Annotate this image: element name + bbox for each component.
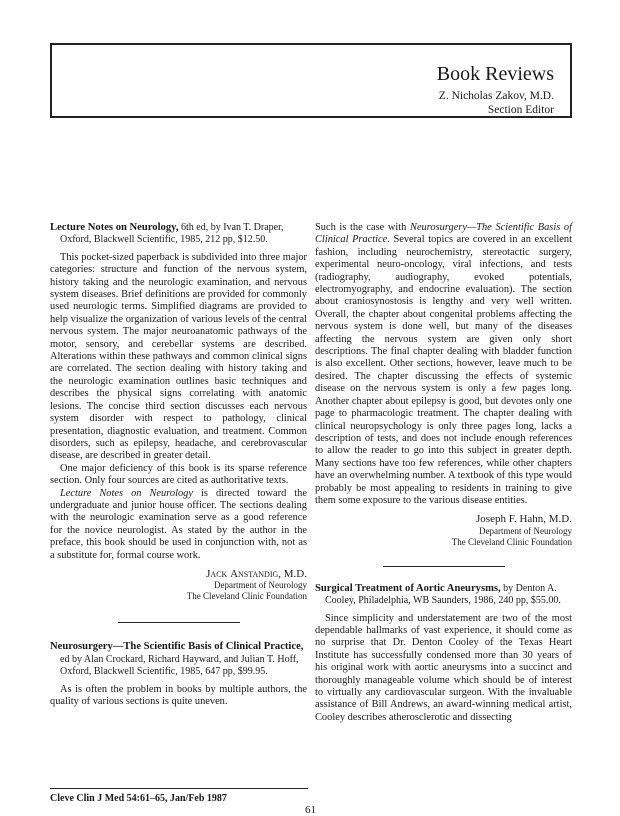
review1-signature [50, 568, 307, 602]
review2-paragraph-1-continued: Such is the case with Neurosurgery—The Scientific Basis of Clinical Practice. Several topics are covered in an excellent fashion, including neurochemistry, stereotactic surgery, experimental neuro-oncology, viral infections, and tests (radiography, audiography, evoked potentials, electromyography, and endocrine evaluation). The section about craniosynostosis is lengthy and very well written. Overall, the chapter about congenital problems affecting the nervous system is done well, but many of the diseases affecting the nervous system are given only short descriptions. The final chapter dealing with bladder function is also excellent. Other sections, however, leave much to be desired. The chapter discussing the effects of systemic disease on the nervous system is only a few pages long. Another chapter about epilepsy is good, but devotes only one page to pharmacologic treatment. The chapter dealing with clinical neuropsychology is only three pages long, lacks a description of tests, and does not include enough references to allow the reader to go into this subject in greater depth. Many sections have too few references, while other chapters have an overwhelming number. A textbook of this type would probably be most appealing to residents in training to give them some exposure to the various disease entities. [315, 222, 573, 506]
footer-rule [50, 788, 308, 789]
review3-book-details: by Denton A. Cooley, Philadelphia, WB Saunders, 1986, 240 pp, $55.00. [325, 582, 561, 607]
right-column [315, 222, 572, 724]
section-editor-role: Section Editor [487, 104, 554, 116]
review2-department: Department of Neurology [479, 525, 572, 536]
section-header [50, 43, 572, 118]
review2-reviewer: Joseph F. Hahn, M.D. [476, 513, 572, 526]
review1-citation [50, 222, 307, 247]
review3-book-title: Surgical Treatment of Aortic Aneurysms, [315, 582, 501, 594]
section-title: Book Reviews [436, 63, 554, 85]
review2-citation [50, 641, 307, 678]
review1-paragraph-2: One major deficiency of this book is its sparse reference section. Only four sources are cited as authoritative texts. [50, 462, 307, 487]
review1-institution: The Cleveland Clinic Foundation [186, 591, 307, 602]
review2-paragraph-1-start: As is often the problem in books by multiple authors, the quality of various sections is quite uneven. [50, 683, 307, 707]
left-column [50, 222, 307, 708]
review2-book-details: ed by Alan Crockard, Richard Hayward, and Julian T. Hoff, Oxford, Blackwell Scientific, 1985, 647 pp, $99.95. [60, 653, 299, 678]
review1-paragraph-1: This pocket-sized paperback is subdivided into three major categories: structure and function of the nervous system, history taking and the neurologic examination, and nervous system diseases. Brief definitions are provided for commonly used neurologic terms. Simplified diagrams are provided to help visualize the organization of various levels of the central nervous system. The major neuroanatomic pathways of the motor, sensory, and cerebellar systems are described. Alterations within these pathways and common clinical signs are correlated. The section dealing with history taking and the neurologic examination outlines basic techniques and describes the physical signs correlating with anatomic lesions. The concise third section discusses each nervous system disorder with respect to pathology, clinical presentation, diagnostic evaluation, and treatment. Common disorders, such as epilepsy, headache, and cerebrovascular disease, are described in greater detail. [50, 251, 307, 462]
review1-book-title: Lecture Notes on Neurology, [50, 222, 179, 233]
review1-reviewer: Jack Anstandig, M.D. [206, 567, 307, 580]
review1-department: Department of Neurology [214, 580, 307, 591]
journal-citation: Cleve Clin J Med 54:61–65, Jan/Feb 1987 [50, 793, 227, 804]
review1-paragraph-3-text: is directed toward the undergraduate and junior house officer. The sections dealing with the neurologic examination serve as a good reference for the novice neurologist. As stated by the author in the preface, this book should be used in conjunction with, not as a substitute for, formal course work. [50, 487, 307, 561]
review1-book-details: 6th ed, by Ivan T. Draper, Oxford, Blackwell Scientific, 1985, 212 pp, $12.50. [60, 222, 284, 246]
review3-citation [315, 583, 572, 608]
review2-book-title-italic: Neurosurgery—The Scientific Basis of Clinical Practice. [315, 222, 573, 246]
review1-paragraph-3 [50, 488, 307, 562]
review3-paragraph-1: Since simplicity and understatement are two of the most dependable hallmarks of vast experience, it should come as no surprise that Dr. Denton Cooley of the Texas Heart Institute has successfully condensed more than 30 years of his original work with aortic aneurysms into a succinct and thoroughly manageable volume which should be of interest to virtually any cardiovascular surgeon. With the invaluable assistance of Bill Andrews, an award-winning medical artist, Cooley describes atherosclerotic and dissecting [315, 612, 572, 723]
review2-book-title: Neurosurgery—The Scientific Basis of Clinical Practice, [50, 641, 304, 653]
section-editor-name: Z. Nicholas Zakov, M.D. [438, 90, 554, 102]
review1-book-title-italic: Lecture Notes on Neurology [60, 487, 193, 499]
page-number: 61 [305, 804, 316, 816]
review2-signature [315, 513, 572, 547]
review2-institution: The Cleveland Clinic Foundation [451, 536, 572, 547]
